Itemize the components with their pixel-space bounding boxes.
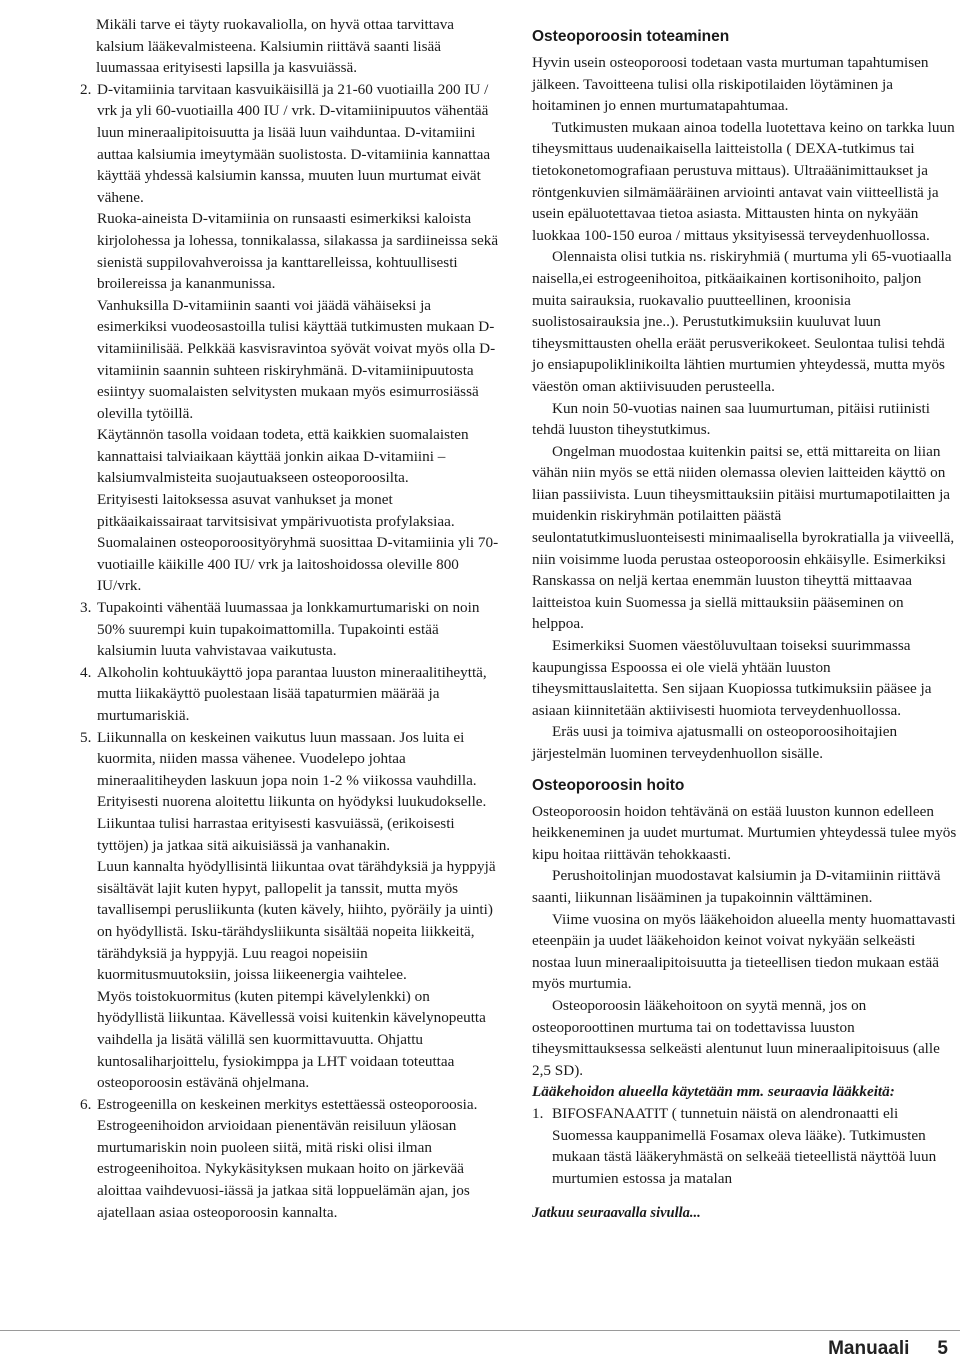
- list-body: [97, 79, 500, 597]
- list-body: BIFOSFANAATIT ( tunnetuin näistä on alendronaatti eli Suomessa kauppanimellä Fosamax oleva lääke). Tutkimusten mukaan tästä lääkeryhmästä on selkeää tieteellistä näyttöä luun murtumien estossa ja matalan: [552, 1104, 937, 1187]
- list-number: 2.: [80, 80, 92, 98]
- list-body: [97, 727, 500, 1094]
- list-body: [97, 662, 500, 727]
- continues-note: Jatkuu seuraavalla sivulla...: [532, 1205, 701, 1222]
- footer-divider: [0, 1330, 960, 1331]
- paragraph: Luun kannalta hyödyllisintä liikuntaa ovat tärähdyksiä ja hyppyjä sisältävät lajit kuten hypyt, pallopelit ja tanssit, mutta myös tavallisempi perusliikunta (kuten kävely, hiihto, pyöräily ja uinti) on hyödyllistä. Isku-tärähdysliikunta sisältää nopeita liikkeitä, tärähdyksiä ja hyppyjä. Luu reagoi nopeisiin kuormitusmuutoksiin, joissa liikeenergia vaihtelee.: [97, 858, 496, 984]
- section-heading-hoito: Osteoporoosin hoito: [532, 776, 685, 794]
- list-number: 1.: [532, 1104, 544, 1122]
- paragraph: Tutkimusten mukaan ainoa todella luotettava keino on tarkka luun tiheysmittaus uudenaikaisella laitteistolla ( DEXA-tutkimus tai tietokonetomografiaan perustuva mittaus). Ultraäänimittaukset ja röntgenkuvien silmämääräinen arviointi antavat vain viitteellistä ja usein epäluotettavaa tietoa asiasta. Mittausten hinta on nykyään luokkaa 100-150 euroa / mittaus yksityisessä terveydenhuollossa.: [532, 118, 955, 244]
- paragraph: Osteoporoosin hoidon tehtävänä on estää luuston kunnon edelleen heikkeneminen ja uudet murtumat. Murtumien yhteydessä tulee myös kipu hoitaa riittävän tehokkaasti.: [532, 802, 957, 863]
- paragraph: Alkoholin kohtuukäyttö jopa parantaa luuston mineraalitiheyttä, mutta liikakäyttö puolestaan lisää tapaturmien määrää ja murtumariskiä.: [97, 663, 487, 724]
- list-number: 4.: [80, 663, 92, 681]
- list-item-2: [80, 79, 500, 597]
- right-column: [532, 26, 957, 1225]
- list-item-4: [80, 662, 500, 727]
- list-number: 3.: [80, 599, 92, 617]
- list-number: 5.: [80, 728, 92, 746]
- drug-list-heading: Lääkehoidon alueella käytetään mm. seuraavia lääkkeitä:: [532, 1083, 895, 1101]
- list-body: [97, 597, 500, 662]
- paragraph: Estrogeenilla on keskeinen merkitys estettäessä osteoporoosia. Estrogeenihoidon arvioidaan pienentävän reisiluun yläosan murtumariskin noin puoleen siitä, mitä riski olisi ilman estrogeenihoitoa. Nykykäsityksen mukaan hoito on järkevää aloittaa vaihdevuosi-iässä ja jatkaa sitä loppuelämän ajan, jos ajatellaan asiaa osteoporoosin kannalta.: [97, 1095, 478, 1221]
- paragraph: Olennaista olisi tutkia ns. riskiryhmiä ( murtuma yli 65-vuotiaalla naisella,ei estrogeenihoitoa, pitkäaikainen kortisonihoito, paljon muita sairauksia, ruokavalio puutteellinen, kroonisia suolistosairauksia jne..). Perustutkimuksiin kuuluvat luun tiheysmittausten ohella eräät perusverikokeet. Seulontaa tulisi tehdä jo ensiapupoliklinikoilta lähtien murtumien yhteydessä, mutta myös väestön oman aktiivisuuden perusteella.: [532, 248, 952, 395]
- list-number: 6.: [80, 1095, 92, 1113]
- paragraph: Vanhuksilla D-vitamiinin saanti voi jäädä vähäiseksi ja esimerkiksi vuodeosastoilla tulisi käyttää tutkimusten mukaan D-vitamiinilisää. Pelkkää kasvisravintoa syövät voivat myös olla D-vitamiinin saannin suhteen riskiryhmänä. D-vitamiinipuutosta esiintyy suomalaisten selvitysten mukaan myös esimurrosiässä olevilla tytöillä.: [97, 296, 496, 422]
- drug-list-item: [532, 1103, 957, 1189]
- intro-paragraph: Mikäli tarve ei täyty ruokavaliolla, on hyvä ottaa tarvittava kalsium lääkevalmisteena. Kalsiumin riittävä saanti lisää luumassaa erityisesti lapsilla ja kasvuiässä.: [96, 16, 455, 77]
- paragraph: Käytännön tasolla voidaan todeta, että kaikkien suomalaisten kannattaisi talviaikaan käyttää jonkin aikaa D-vitamiini –kalsiumvalmisteita suojautuakseen osteoporoosilta.: [97, 426, 469, 487]
- footer-title: Manuaali: [828, 1338, 910, 1359]
- paragraph: D-vitamiinia tarvitaan kasvuikäisillä ja 21-60 vuotiailla 200 IU / vrk ja yli 60-vuotiailla 400 IU / vrk. D-vitamiinipuutos vähentää luun mineraalipitoisuutta ja lisää luun vaihduntaa. D-vitamiini auttaa kalsiumia imeytymään suolistosta. D-vitamiinia kannattaa käyttää yhdessä kalsiumin kanssa, muuten luun murtumat eivät vähene.: [97, 80, 491, 206]
- list-item-5: [80, 727, 500, 1094]
- paragraph: Myös toistokuormitus (kuten pitempi kävelylenkki) on hyödyllistä liikuntaa. Kävellessä voisi kuitenkin kävelynopeutta vaihdella ja lisätä välillä sen kuormittavuutta. Ohjattu kuntosaliharjoittelu, fysiokimppa ja LHT voidaan toteuttaa osteoporoosin estävänä ohjelmana.: [97, 987, 486, 1092]
- paragraph: Eräs uusi ja toimiva ajatusmalli on osteoporoosihoitajien järjestelmän luominen terveydenhuollon sisälle.: [532, 723, 898, 762]
- paragraph: Liikunnalla on keskeinen vaikutus luun massaan. Jos luita ei kuormita, niiden massa vähenee. Vuodelepo johtaa mineraalitiheyden laskuun jopa noin 1-2 % viikossa vauhdilla. Erityisesti nuorena aloitettu liikunta on hyödyksi luukudokselle. Liikuntaa tulisi harrastaa erityisesti kasvuiässä, (erikoisesti tyttöjen) ja jatkaa sitä aikuisiässä ja vanhanakin.: [97, 728, 487, 854]
- list-item-3: [80, 597, 500, 662]
- paragraph: Ongelman muodostaa kuitenkin paitsi se, että mittareita on liian vähän niin myös se että niiden olemassa olevien laitteiden käyttö on liian passiivista. Luun tiheysmittauksiin pitäisi murtumapotilaitten ja muidenkin riskiryhmän potilaitten päästä seulontatutkimusluonteisesti minimaalisella byrokratialla ja viiveellä, niin voisimme luoda perustaa osteoporoosin ehkäisylle. Esimerkiksi Ranskassa on neljä kertaa enemmän luuston tiheyttä mittaavaa laitteistoa kuin Suomessa ja siellä mittauksiin pääseminen on helppoa.: [532, 442, 955, 633]
- paragraph: Esimerkiksi Suomen väestöluvultaan toiseksi suurimmassa kaupungissa Espoossa ei ole vielä yhtään luuston tiheysmittauslaitetta. Sen sijaan Kuopiossa tutkimuksiin pääsee ja asiaan kiinnitetään aktiivisesti huomiota terveydenhuollossa.: [532, 637, 932, 719]
- section-heading-toteaminen: Osteoporoosin toteaminen: [532, 28, 730, 45]
- page-number: 5: [937, 1338, 948, 1359]
- paragraph: Hyvin usein osteoporoosi todetaan vasta murtuman tapahtumisen jälkeen. Tavoitteena tulisi olla riskipotilaiden löytäminen ja hoitaminen jo ennen murtumatapahtumaa.: [532, 54, 929, 115]
- list-body: [97, 1094, 500, 1224]
- paragraph: Erityisesti laitoksessa asuvat vanhukset ja monet pitkäaikaissairaat tarvitsisivat ympärivuotista profylaksiaa. Suomalainen osteoporoosityöryhmä suosittaa D-vitamiinia yli 70-vuotiaille käikille 400 IU/ vrk ja laitoshoidossa oleville 800 IU/vrk.: [97, 491, 499, 595]
- left-column: [80, 14, 500, 1223]
- page-footer: [828, 1338, 948, 1360]
- paragraph: Viime vuosina on myös lääkehoidon alueella menty huomattavasti eteenpäin ja uudet lääkehoidon keinot voivat nykyään selkeästi nostaa luun mineraalipitoisuutta ja tieteellisen tiedon mukaan estää myös murtumia.: [532, 910, 956, 993]
- paragraph: Perushoitolinjan muodostavat kalsiumin ja D-vitamiinin riittävä saanti, liikunnan lisääminen ja tupakoinnin välttäminen.: [532, 867, 941, 906]
- paragraph: Kun noin 50-vuotias nainen saa luumurtuman, pitäisi rutiinisti tehdä luuston tiheystutkimus.: [532, 399, 930, 439]
- paragraph: Tupakointi vähentää luumassaa ja lonkkamurtumariski on noin 50% suurempi kuin tupakoimattomilla. Tupakointi estää kalsiumin luuta vahvistavaa vaikutusta.: [97, 599, 480, 660]
- list-item-6: [80, 1094, 500, 1224]
- paragraph: Osteoporoosin lääkehoitoon on syytä mennä, jos on osteoporoottinen murtuma tai on todettavissa luuston tiheysmittauksessa selkeästi alentunut luun mineraalipitoisuus (alle 2,5 SD).: [532, 996, 940, 1079]
- paragraph: Ruoka-aineista D-vitamiinia on runsaasti esimerkiksi kaloista kirjolohessa ja lohessa, tonnikalassa, silakassa ja sardiineissa sekä sienistä suppilovahveroissa ja kanttarelleissa, kohtuullisesti broilereissa ja kananmunissa.: [97, 210, 499, 293]
